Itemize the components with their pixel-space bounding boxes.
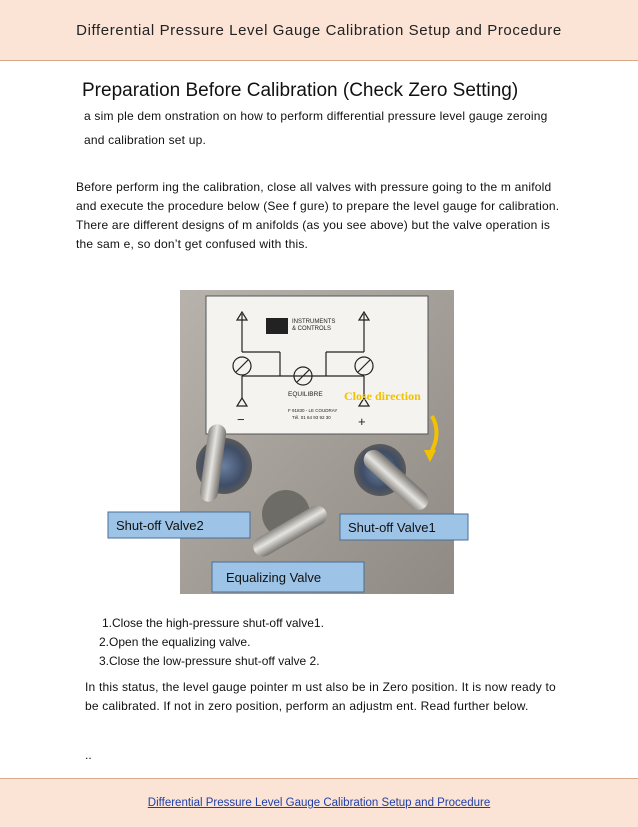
plate-text-1: INSTRUMENTS — [292, 319, 336, 325]
footer-link[interactable]: Differential Pressure Level Gauge Calibration Setup and Procedure — [147, 797, 491, 809]
continuation-dots: .. — [85, 748, 92, 762]
plate-text-2: & CONTROLS — [292, 326, 332, 332]
step-item: 2.Open the equalizing valve. — [99, 635, 251, 649]
logo-mark — [266, 318, 288, 334]
page-footer — [0, 778, 638, 827]
section-subtitle: a sim ple dem onstration on how to perform differential pressure level gauge zeroing and calibration set up. — [84, 109, 548, 147]
plate-addr-1: F 91830 - LE COUDRAY — [288, 408, 338, 413]
plate-equilibre: EQUILIBRE — [288, 391, 323, 398]
step-item: 3.Close the low-pressure shut-off valve 2. — [99, 654, 320, 668]
intro-paragraph: Before perform ing the calibration, close all valves with pressure going to the m anifold and execute the procedure below (See f gure) to prepare the level gauge for calibration. There are different designs of m anifolds (as you see above) but the valve operation is the sam e, so don’t get confused with this. — [76, 180, 560, 251]
plate-plus: + — [358, 414, 366, 429]
plate-minus: − — [237, 412, 245, 427]
header-title: Differential Pressure Level Gauge Calibration Setup and Procedure — [76, 22, 562, 39]
page-header — [0, 0, 638, 61]
shutoff-valve2-label: Shut-off Valve2 — [116, 518, 204, 533]
plate-addr-2: Tél. 01 64 93 92 30 — [292, 415, 331, 420]
shutoff-valve1-label: Shut-off Valve1 — [348, 520, 436, 535]
close-direction-label: Close direction — [344, 389, 421, 403]
equalizing-valve-label: Equalizing Valve — [226, 570, 322, 585]
step-item: 1.Close the high-pressure shut-off valve1. — [102, 616, 324, 630]
procedure-steps — [99, 614, 324, 671]
section-heading: Preparation Before Calibration (Check Zero Setting) — [82, 80, 519, 101]
status-paragraph: In this status, the level gauge pointer m ust also be in Zero position. It is now ready to be calibrated. If not in zero position, perform an adjustm ent. Read further below. — [85, 680, 556, 713]
manifold-photo — [116, 290, 454, 594]
